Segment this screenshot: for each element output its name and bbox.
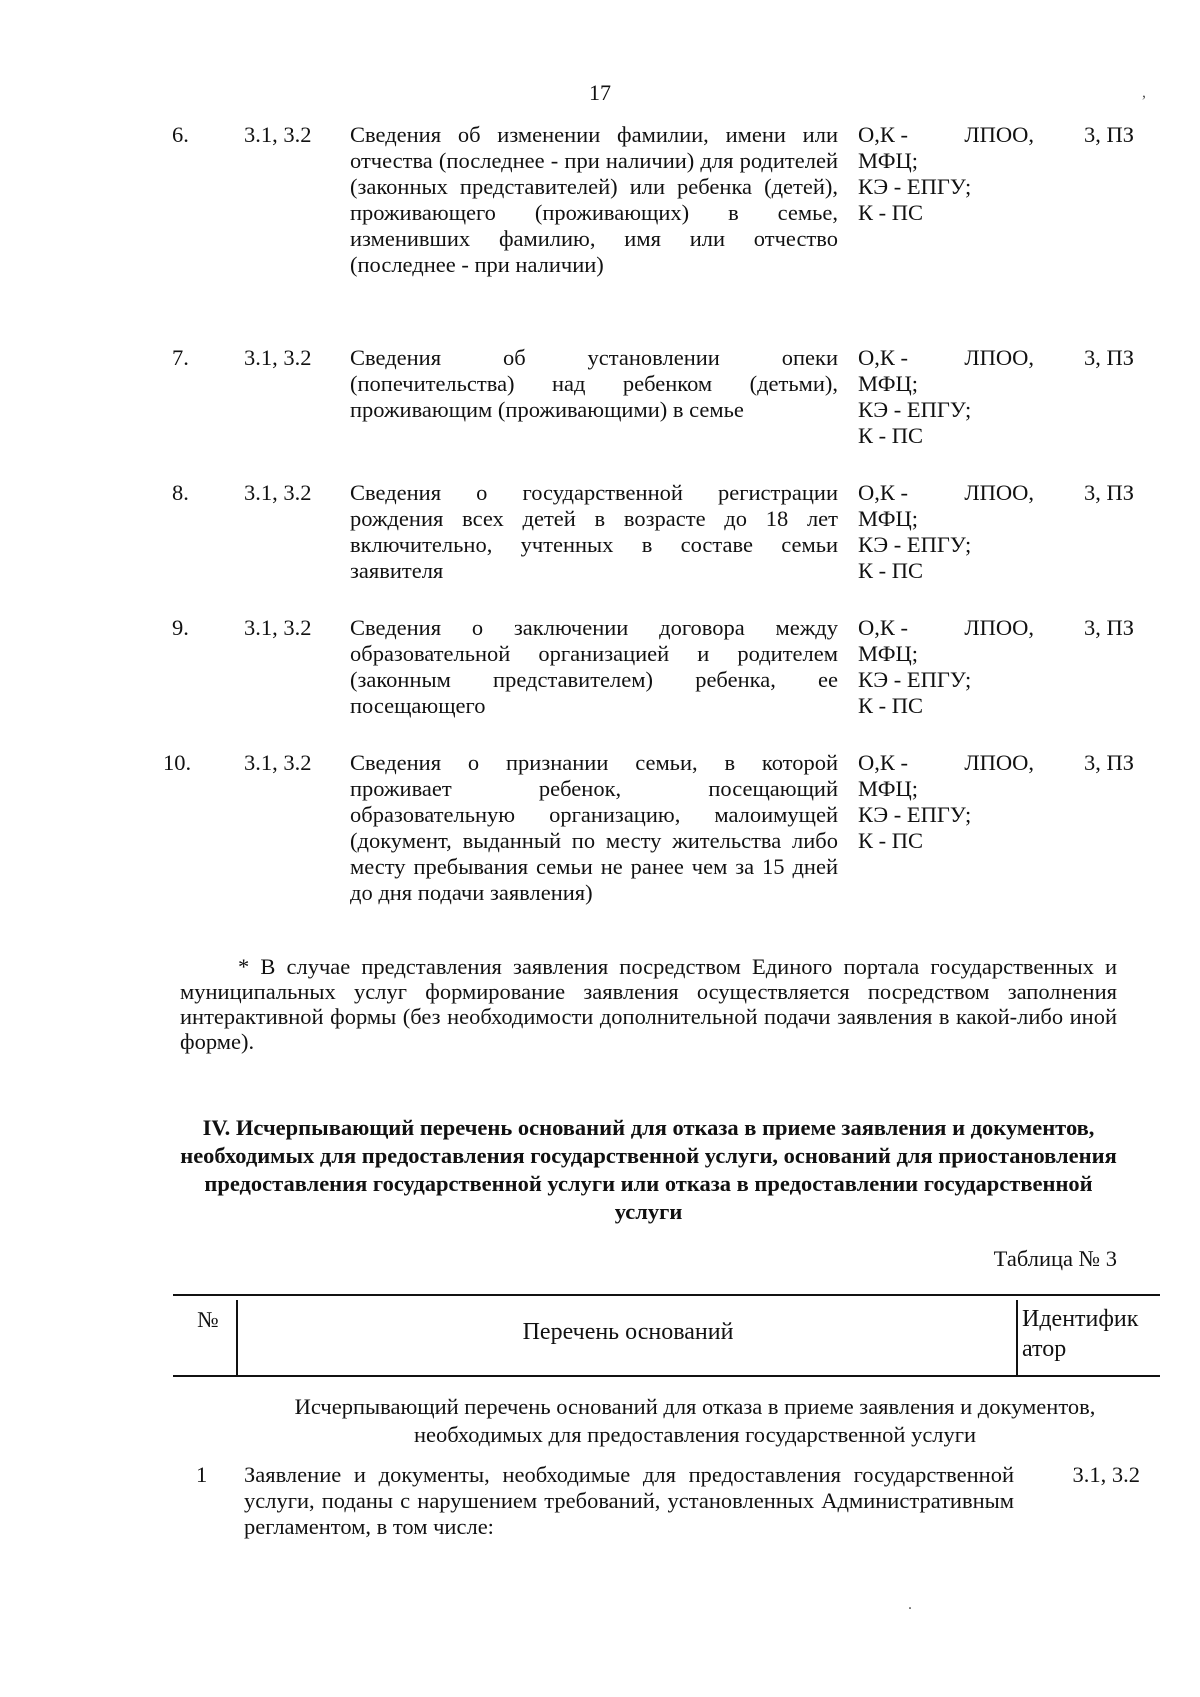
row-description: Сведения о государственной регистрации рождения всех детей в возрасте до 18 лет включительно, учтенных в составе семьи заявителя — [350, 480, 838, 583]
row-number: 6. — [172, 122, 189, 147]
source-line: КЭ - ЕПГУ; — [858, 174, 972, 199]
source-line: МФЦ; — [858, 641, 918, 666]
row-reference: 3.1, 3.2 — [244, 345, 312, 370]
row-source — [858, 480, 1034, 584]
table-subheading: Исчерпывающий перечень оснований для отказа в приеме заявления и документов, необходимых для предоставления государственной услуги — [294, 1394, 1096, 1447]
table-header-grounds: Перечень оснований — [522, 1319, 734, 1345]
source-line: КЭ - ЕПГУ; — [858, 667, 972, 692]
row-number: 8. — [172, 480, 189, 505]
source-line: МФЦ; — [858, 776, 918, 801]
source-label: О,К - — [858, 122, 908, 147]
table-header-bottom-border — [173, 1375, 1160, 1377]
source-line: К - ПС — [858, 828, 924, 853]
stray-mark: , — [1142, 84, 1146, 101]
row-reference: 3.1, 3.2 — [244, 480, 312, 505]
row-number: 9. — [172, 615, 189, 640]
source-label: ЛПОО, — [964, 615, 1034, 640]
row-code: 3, ПЗ — [1083, 480, 1134, 505]
row-number: 7. — [172, 345, 189, 370]
source-line: К - ПС — [858, 423, 924, 448]
row-code: 3, ПЗ — [1083, 750, 1134, 775]
row-description: Сведения о признании семьи, в которой проживает ребенок, посещающий образовательную организацию, малоимущей (документ, выданный по месту жительства либо месту пребывания семьи не ранее чем за 15 дней до дня подачи заявления) — [350, 750, 838, 905]
source-label: О,К - — [858, 750, 908, 775]
reason-identifier: 3.1, 3.2 — [1072, 1462, 1140, 1487]
reason-number: 1 — [196, 1462, 208, 1487]
source-line: КЭ - ЕПГУ; — [858, 397, 972, 422]
source-line: К - ПС — [858, 200, 924, 225]
source-line: МФЦ; — [858, 506, 918, 531]
row-source — [858, 615, 1034, 719]
footnote: * В случае представления заявления посредством Единого портала государственных и муниципальных услуг формирование заявления осуществляется посредством заполнения интерактивной формы (без необходимости дополнительной подачи заявления в какой-либо иной форме). — [180, 954, 1117, 1054]
reason-text: Заявление и документы, необходимые для предоставления государственной услуги, поданы с нарушением требований, установленных Административным регламентом, в том числе: — [244, 1462, 1014, 1539]
row-code: 3, ПЗ — [1083, 345, 1134, 370]
source-label: ЛПОО, — [964, 345, 1034, 370]
source-line: К - ПС — [858, 693, 924, 718]
row-description: Сведения о заключении договора между образовательной организацией и родителем (законным представителем) ребенка, ее посещающего — [350, 615, 838, 718]
source-label: ЛПОО, — [964, 122, 1034, 147]
row-reference: 3.1, 3.2 — [244, 615, 312, 640]
source-line: КЭ - ЕПГУ; — [858, 802, 972, 827]
source-line: К - ПС — [858, 558, 924, 583]
row-source — [858, 345, 1034, 449]
source-line: МФЦ; — [858, 148, 918, 173]
source-label: О,К - — [858, 345, 908, 370]
source-line: МФЦ; — [858, 371, 918, 396]
row-description: Сведения об установлении опеки (попечительства) над ребенком (детьми), проживающим (проживающими) в семье — [350, 345, 838, 422]
stray-mark: . — [908, 1596, 912, 1613]
row-number: 10. — [163, 750, 192, 775]
source-label: О,К - — [858, 480, 908, 505]
header-identifier-line: Идентифик — [1022, 1306, 1139, 1332]
table-header-identifier — [1022, 1304, 1152, 1364]
row-source — [858, 750, 1034, 854]
section-heading: IV. Исчерпывающий перечень оснований для отказа в приеме заявления и документов, необходимых для предоставления государственной услуги, оснований для приостановления предоставления государственной услуги или отказа в предоставлении государственной услуги — [180, 1115, 1117, 1224]
header-identifier-line: атор — [1022, 1336, 1067, 1362]
source-line: КЭ - ЕПГУ; — [858, 532, 972, 557]
row-reference: 3.1, 3.2 — [244, 750, 312, 775]
row-code: 3, ПЗ — [1083, 615, 1134, 640]
row-reference: 3.1, 3.2 — [244, 122, 312, 147]
source-label: ЛПОО, — [964, 480, 1034, 505]
source-label: О,К - — [858, 615, 908, 640]
row-description: Сведения об изменении фамилии, имени или отчества (последнее - при наличии) для родителей (законных представителей) или ребенка (детей), проживающего (проживающих) в семье, изменивших фамилию, имя или отчество (последнее - при наличии) — [350, 122, 838, 277]
source-label: ЛПОО, — [964, 750, 1034, 775]
table-caption: Таблица № 3 — [993, 1246, 1117, 1271]
row-code: 3, ПЗ — [1083, 122, 1134, 147]
row-source — [858, 122, 1034, 226]
page-number: 17 — [589, 80, 611, 105]
table-top-border — [173, 1294, 1160, 1296]
table-header-number: № — [197, 1307, 219, 1332]
